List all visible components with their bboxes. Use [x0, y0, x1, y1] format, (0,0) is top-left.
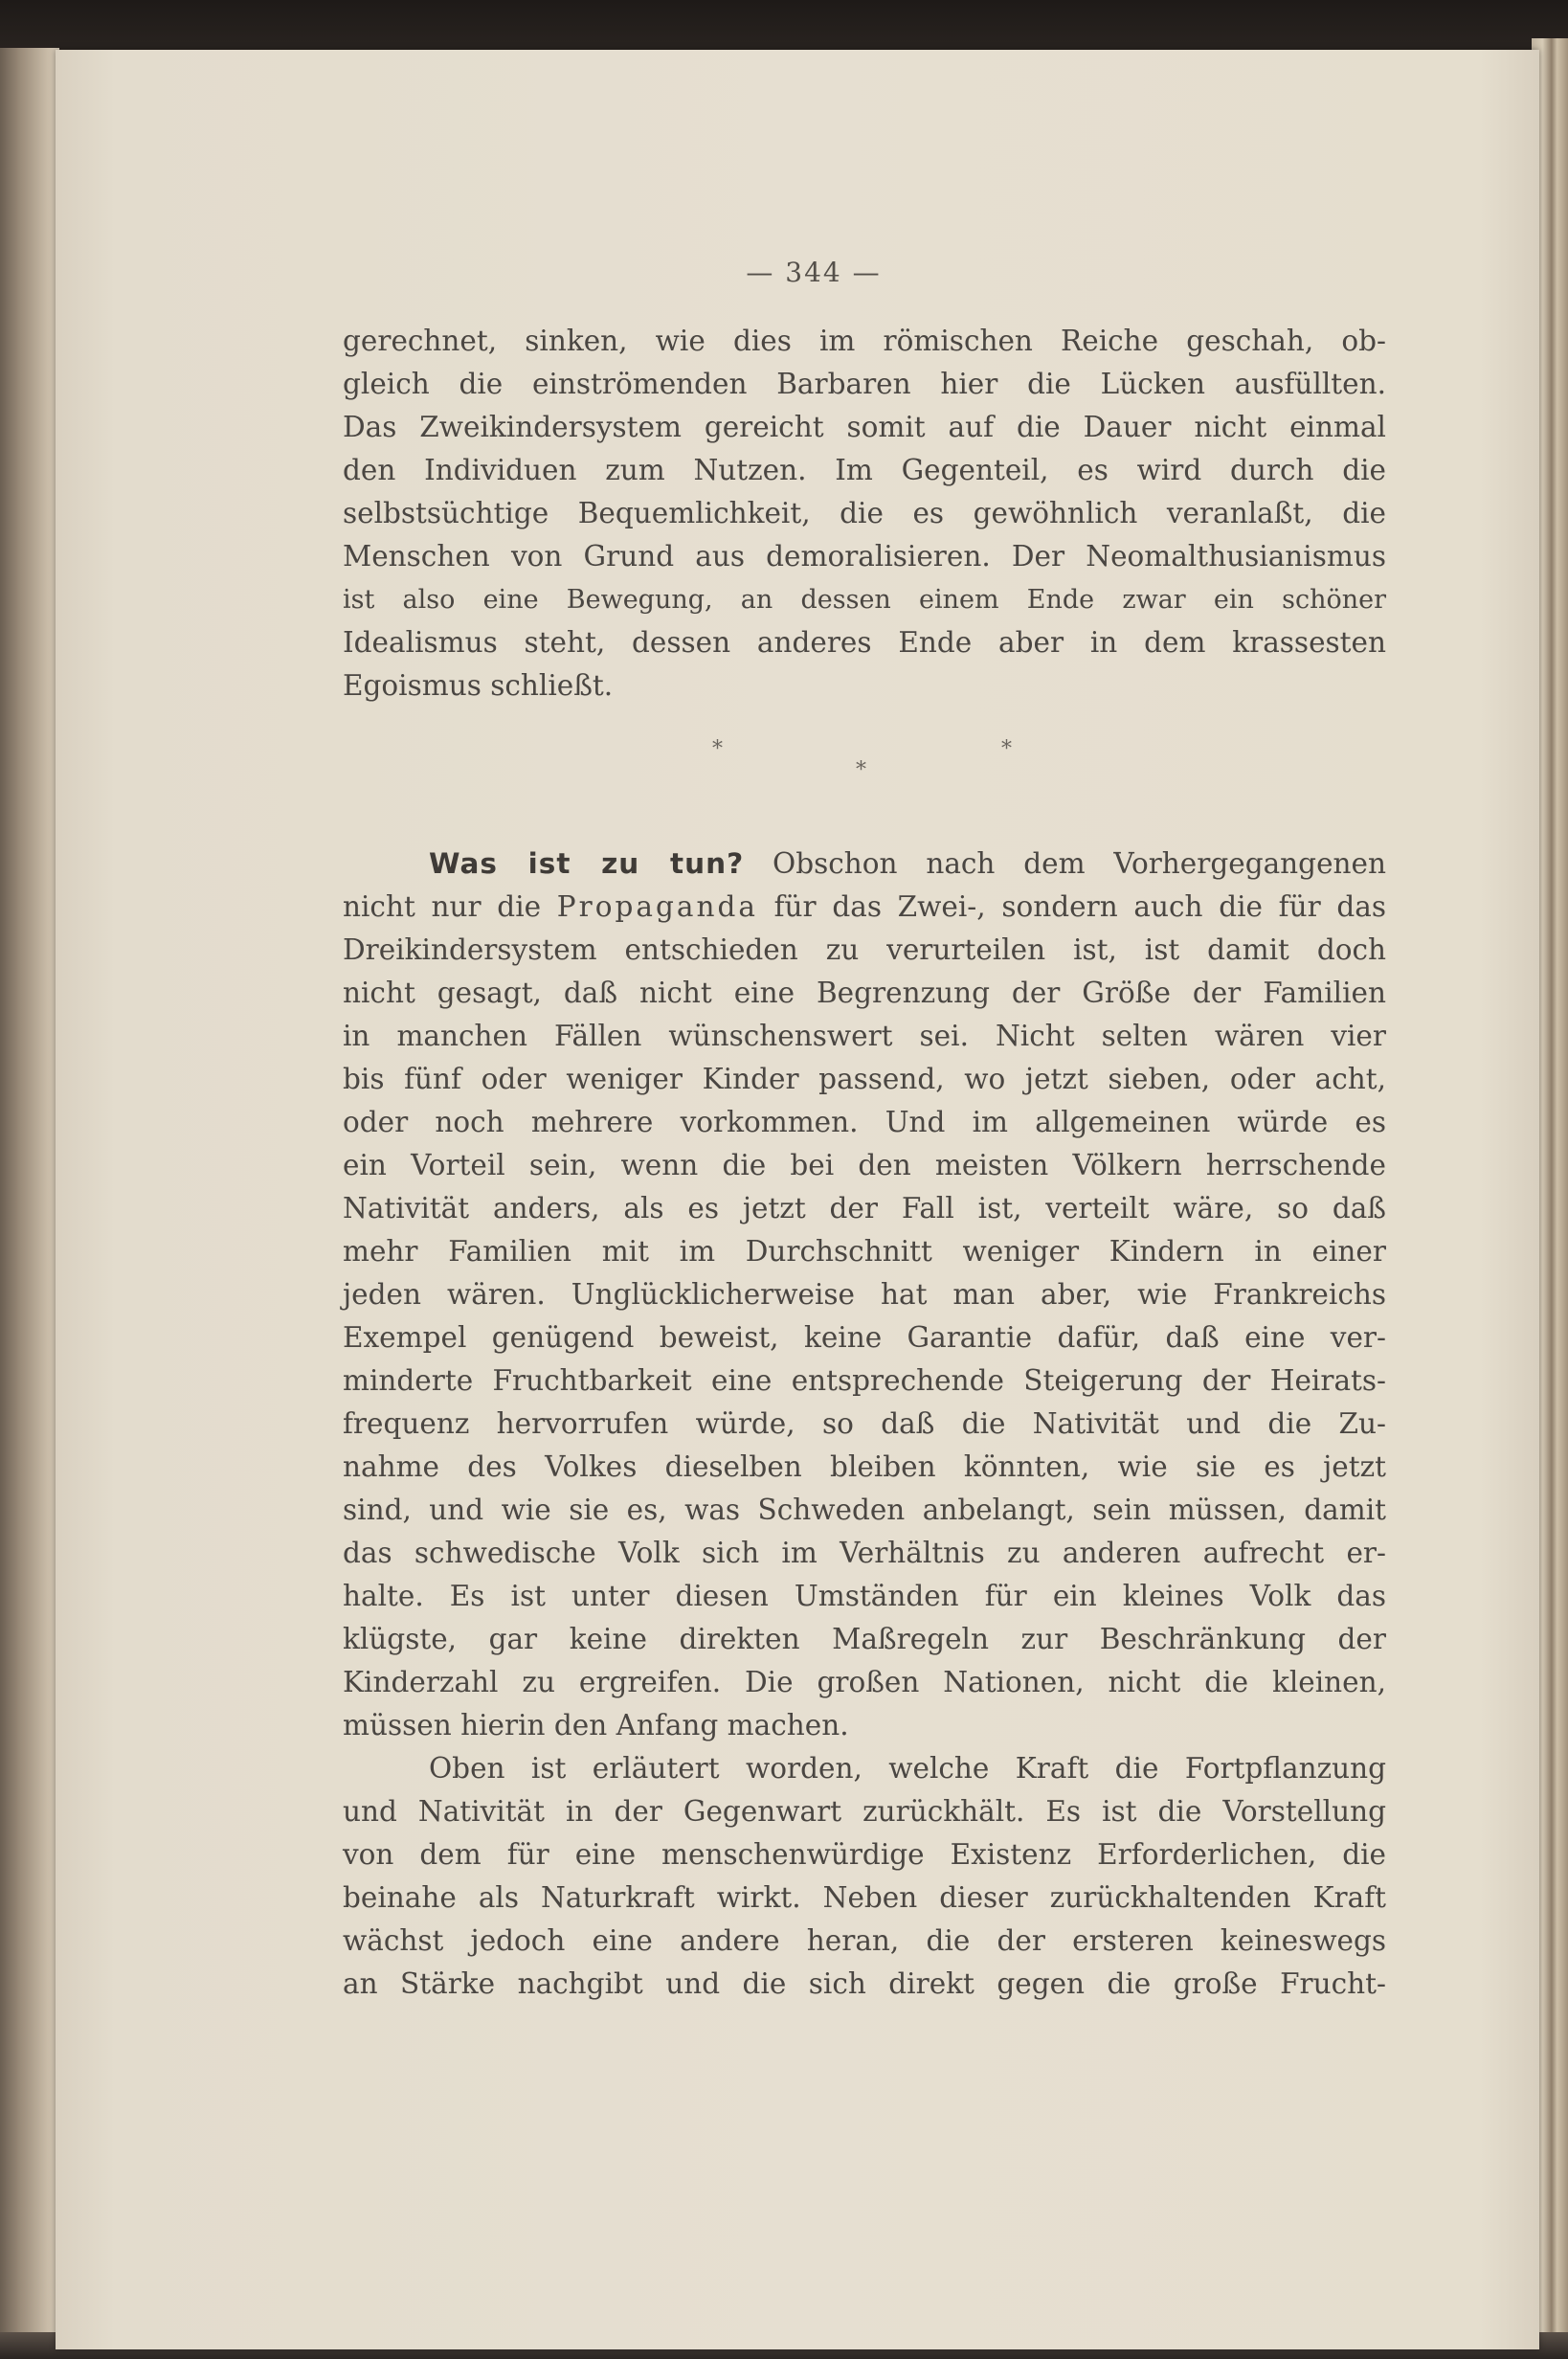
text-line: Idealismus steht, dessen anderes Ende aber in dem krassesten [343, 626, 1386, 659]
text-line: wächst jedoch eine andere heran, die der ersteren keineswegs [343, 1924, 1386, 1957]
text-line: oder noch mehrere vorkommen. Und im allgemeinen würde es [343, 1106, 1386, 1138]
text-line: bis fünf oder weniger Kinder passend, wo jetzt sieben, oder acht, [343, 1063, 1386, 1095]
text-line: und Nativität in der Gegenwart zurückhält. Es ist die Vorstellung [343, 1795, 1386, 1828]
text-fragment: nicht nur die [343, 890, 557, 923]
text-line: Exempel genügend beweist, keine Garantie dafür, daß eine ver- [343, 1321, 1386, 1354]
emphasized-word: Propaganda [556, 890, 758, 923]
separator-star: * [1001, 737, 1012, 761]
lead-in-question: Was ist zu tun? [429, 847, 745, 880]
text-line: das schwedische Volk sich im Verhältnis zu anderen aufrecht er- [343, 1537, 1386, 1569]
text-line: von dem für eine menschenwürdige Existenz Erforderlichen, die [343, 1838, 1386, 1871]
text-line: Egoismus schließt. [343, 669, 614, 702]
text-line: gleich die einströmenden Barbaren hier die Lücken ausfüllten. [343, 368, 1386, 400]
text-line: gerechnet, sinken, wie dies im römischen Reiche geschah, ob- [343, 325, 1386, 357]
text-line: sind, und wie sie es, was Schweden anbelangt, sein müssen, damit [343, 1494, 1386, 1526]
text-line [343, 886, 1386, 929]
text-line: mehr Familien mit im Durchschnitt weniger Kindern in einer [343, 1235, 1386, 1268]
text-line: frequenz hervorrufen würde, so daß die Nativität und die Zu- [343, 1407, 1386, 1440]
text-line: Menschen von Grund aus demoralisieren. Der Neomalthusianismus [343, 540, 1386, 573]
separator-star: * [712, 737, 723, 761]
text-fragment: Obschon nach dem Vorhergegangenen [744, 847, 1386, 880]
text-line: Kinderzahl zu ergreifen. Die großen Nationen, nicht die kleinen, [343, 1666, 1386, 1698]
text-line: den Individuen zum Nutzen. Im Gegenteil, es wird durch die [343, 454, 1386, 486]
text-line: Das Zweikindersystem gereicht somit auf die Dauer nicht einmal [343, 411, 1386, 443]
text-line-lead [429, 842, 1386, 886]
text-line: Dreikindersystem entschieden zu verurteilen ist, ist damit doch [343, 933, 1386, 966]
text-line: beinahe als Naturkraft wirkt. Neben dieser zurückhaltenden Kraft [343, 1881, 1386, 1914]
separator-star: * [856, 758, 866, 782]
text-line: jeden wären. Unglücklicherweise hat man aber, wie Frankreichs [343, 1278, 1386, 1311]
page-number: — 344 — [746, 257, 882, 288]
text-line: an Stärke nachgibt und die sich direkt gegen die große Frucht- [343, 1967, 1386, 2000]
text-line: ein Vorteil sein, wenn die bei den meisten Völkern herrschende [343, 1149, 1386, 1181]
text-line: minderte Fruchtbarkeit eine entsprechende Steigerung der Heirats- [343, 1364, 1386, 1397]
text-line: Nativität anders, als es jetzt der Fall ist, verteilt wäre, so daß [343, 1192, 1386, 1224]
text-line: selbstsüchtige Bequemlichkeit, die es gewöhnlich veranlaßt, die [343, 497, 1386, 529]
text-line: in manchen Fällen wünschenswert sei. Nicht selten wären vier [343, 1020, 1386, 1052]
text-line: klügste, gar keine direkten Maßregeln zur Beschränkung der [343, 1623, 1386, 1655]
book-binding-gutter [0, 48, 59, 2359]
text-line: ist also eine Bewegung, an dessen einem Ende zwar ein schöner [343, 585, 1386, 615]
text-line: Oben ist erläutert worden, welche Kraft die Fortpflanzung [429, 1752, 1386, 1785]
text-line: nicht gesagt, daß nicht eine Begrenzung der Größe der Familien [343, 977, 1386, 1009]
text-line: müssen hierin den Anfang machen. [343, 1709, 849, 1741]
text-line: nahme des Volkes dieselben bleiben könnten, wie sie es jetzt [343, 1450, 1386, 1483]
text-line: halte. Es ist unter diesen Umständen für ein kleines Volk das [343, 1580, 1386, 1612]
text-fragment: für das Zwei-, sondern auch die für das [757, 890, 1386, 923]
